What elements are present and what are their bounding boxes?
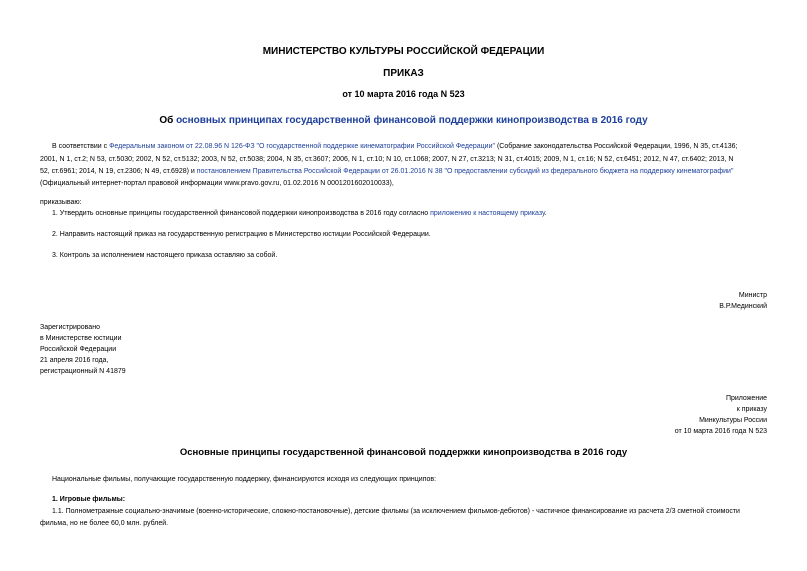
appendix-line: от 10 марта 2016 года N 523 bbox=[674, 428, 767, 435]
order-date-number: от 10 марта 2016 года N 523 bbox=[342, 89, 465, 99]
preamble-line-1 bbox=[52, 141, 737, 152]
order-title-prefix: Об bbox=[159, 115, 177, 126]
item-1-1-line-1: 1.1. Полнометражные социально-значимые (военно-исторические, сложно-постановочные), детские фильмы (за исключением фильмов-дебютов) - частичное финансирование из расчета 2/3 сметной стоимости bbox=[52, 508, 740, 515]
order-item-text: 1. Утвердить основные принципы государственной финансовой поддержки кинопроизводства в 2016 году согласно bbox=[52, 210, 431, 217]
principles-title: Основные принципы государственной финансовой поддержки кинопроизводства в 2016 году bbox=[179, 447, 628, 458]
preamble-line-3 bbox=[40, 166, 733, 177]
ministry-heading: МИНИСТЕРСТВО КУЛЬТУРЫ РОССИЙСКОЙ ФЕДЕРАЦИИ bbox=[262, 46, 545, 57]
order-item-2: 2. Направить настоящий приказ на государственную регистрацию в Министерство юстиции Российской Федерации. bbox=[52, 231, 431, 238]
signature-block bbox=[719, 290, 767, 312]
registration-line: регистрационный N 41879 bbox=[40, 368, 126, 375]
order-heading: ПРИКАЗ bbox=[383, 68, 424, 79]
preamble-line-2: 2001, N 1, ст.2; N 53, ст.5030; 2002, N 52, ст.5132; 2003, N 52, ст.5038; 2004, N 35, ст.3607; 2006, N 1, ст.10; N 10, ст.1068; 2007, N 27, ст.3213; N 31, ст.4015; 2009, N 1, ст.16; N 52, ст.6451; 2012, N 47, ст.6402; 2013, N bbox=[40, 156, 734, 163]
registration-block bbox=[40, 322, 126, 377]
signature-position: Министр bbox=[738, 292, 767, 299]
section-1-heading: 1. Игровые фильмы: bbox=[52, 496, 126, 503]
order-title bbox=[0, 115, 807, 126]
preamble-text: (Собрание законодательства Российской Федерации, 1996, N 35, ст.4136; bbox=[495, 143, 738, 150]
order-item-text: . bbox=[544, 210, 547, 217]
appendix-line: Приложение bbox=[725, 395, 767, 402]
preamble-text: 52, ст.6961; 2014, N 19, ст.2306; N 49, ст.6928) и bbox=[40, 168, 197, 175]
appendix-line: Минкультуры России bbox=[699, 417, 767, 424]
order-item-3: 3. Контроль за исполнением настоящего приказа оставляю за собой. bbox=[52, 252, 278, 259]
appendix-line: к приказу bbox=[736, 406, 767, 413]
order-item-1 bbox=[52, 208, 547, 219]
principles-intro: Национальные фильмы, получающие государственную поддержку, финансируются исходя из следующих принципов: bbox=[52, 476, 437, 483]
orders-intro: приказываю: bbox=[40, 199, 82, 206]
preamble-line-4: (Официальный интернет-портал правовой информации www.pravo.gov.ru, 01.02.2016 N 0001201602010033), bbox=[40, 180, 394, 187]
registration-line: Российской Федерации bbox=[40, 346, 117, 353]
federal-law-link[interactable]: Федеральным законом от 22.08.96 N 126-ФЗ "О государственной поддержке кинематографии Российской Федерации" bbox=[109, 143, 495, 150]
appendix-link[interactable]: приложению к настоящему приказу bbox=[430, 210, 545, 217]
registration-line: 21 апреля 2016 года, bbox=[40, 357, 109, 364]
item-1-1-line-2: фильма, но не более 60,0 млн. рублей. bbox=[40, 520, 169, 527]
order-title-link[interactable]: основных принципах государственной финансовой поддержки кинопроизводства в 2016 году bbox=[176, 115, 648, 126]
government-decree-link[interactable]: постановлением Правительства Российской Федерации от 26.01.2016 N 38 "О предоставлении субсидий из федерального бюджета на поддержку кинематографии" bbox=[196, 168, 734, 175]
registration-line: в Министерстве юстиции bbox=[40, 335, 122, 342]
appendix-block bbox=[675, 393, 767, 437]
registration-line: Зарегистрировано bbox=[40, 324, 100, 331]
preamble-text: В соответствии с bbox=[52, 143, 110, 150]
signature-name: В.Р.Мединский bbox=[719, 303, 767, 310]
